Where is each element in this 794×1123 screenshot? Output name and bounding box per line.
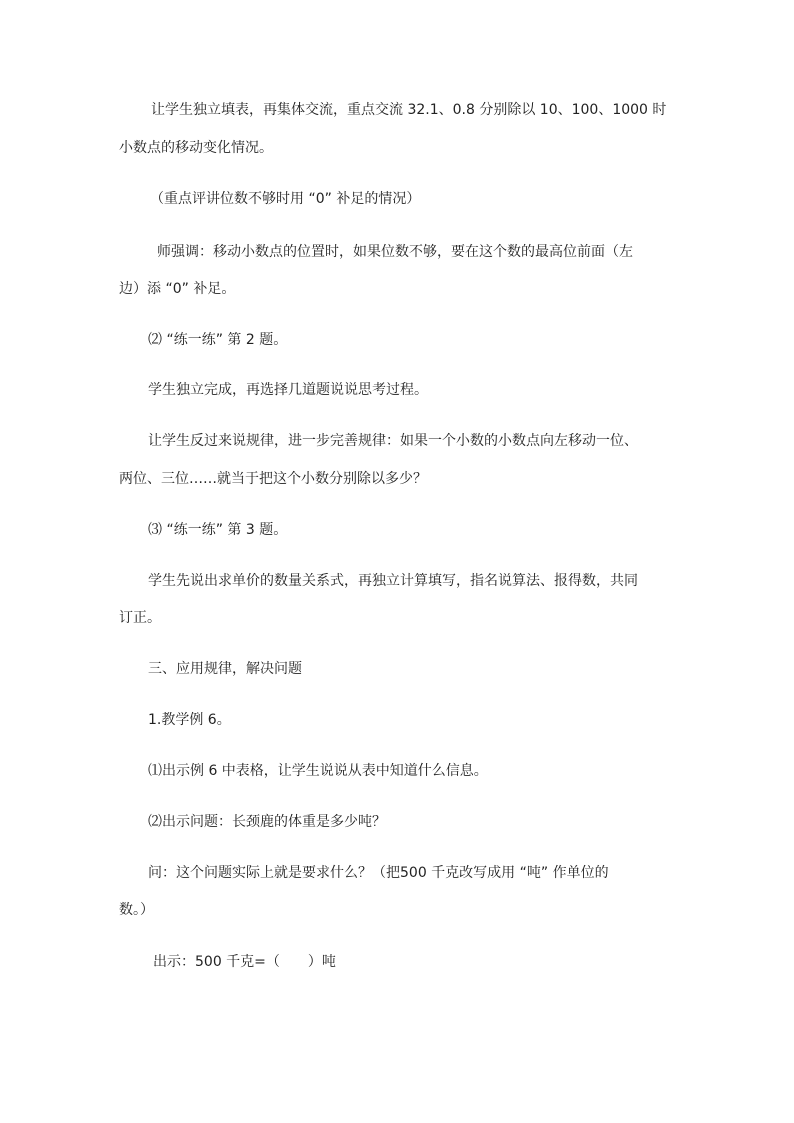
- paragraph-5-line-1: 学生独立完成，再选择几道题说说思考过程。: [148, 382, 428, 398]
- paragraph-4-line-1: ⑵ “练一练” 第 2 题。: [148, 332, 288, 348]
- paragraph-12-line-1: ⑵出示问题：长颈鹿的体重是多少吨？: [148, 814, 386, 830]
- paragraph-3-line-1: 师强调：移动小数点的位置时，如果位数不够，要在这个数的最高位前面（左: [157, 244, 633, 260]
- paragraph-6-line-1: 让学生反过来说规律，进一步完善规律：如果一个小数的小数点向左移动一位、: [148, 433, 638, 449]
- paragraph-6-line-2: 两位、三位……就当于把这个小数分别除以多少？: [119, 471, 427, 487]
- paragraph-13-line-1: 问：这个问题实际上就是要求什么？（把500 千克改写成用 “吨” 作单位的: [148, 865, 609, 881]
- paragraph-1-line-1: 让学生独立填表，再集体交流，重点交流 32.1、0.8 分别除以 10、100、1000 时: [151, 102, 667, 118]
- paragraph-14-line-1: 出示：500 千克=（ ）吨: [153, 954, 336, 970]
- paragraph-10-line-1: 1.教学例 6。: [148, 712, 231, 728]
- paragraph-3-line-2: 边）添 “0” 补足。: [119, 281, 236, 297]
- paragraph-2-line-1: （重点评讲位数不够时用 “0” 补足的情况）: [150, 191, 421, 207]
- paragraph-8-line-1: 学生先说出求单价的数量关系式，再独立计算填写，指名说算法、报得数，共同: [148, 573, 638, 589]
- paragraph-1-line-2: 小数点的移动变化情况。: [119, 140, 273, 156]
- paragraph-8-line-2: 订正。: [119, 610, 161, 626]
- paragraph-11-line-1: ⑴出示例 6 中表格，让学生说说从表中知道什么信息。: [148, 763, 488, 779]
- section-heading: 三、应用规律，解决问题: [148, 661, 302, 677]
- paragraph-7-line-1: ⑶ “练一练” 第 3 题。: [148, 522, 288, 538]
- paragraph-13-line-2: 数。）: [119, 902, 154, 918]
